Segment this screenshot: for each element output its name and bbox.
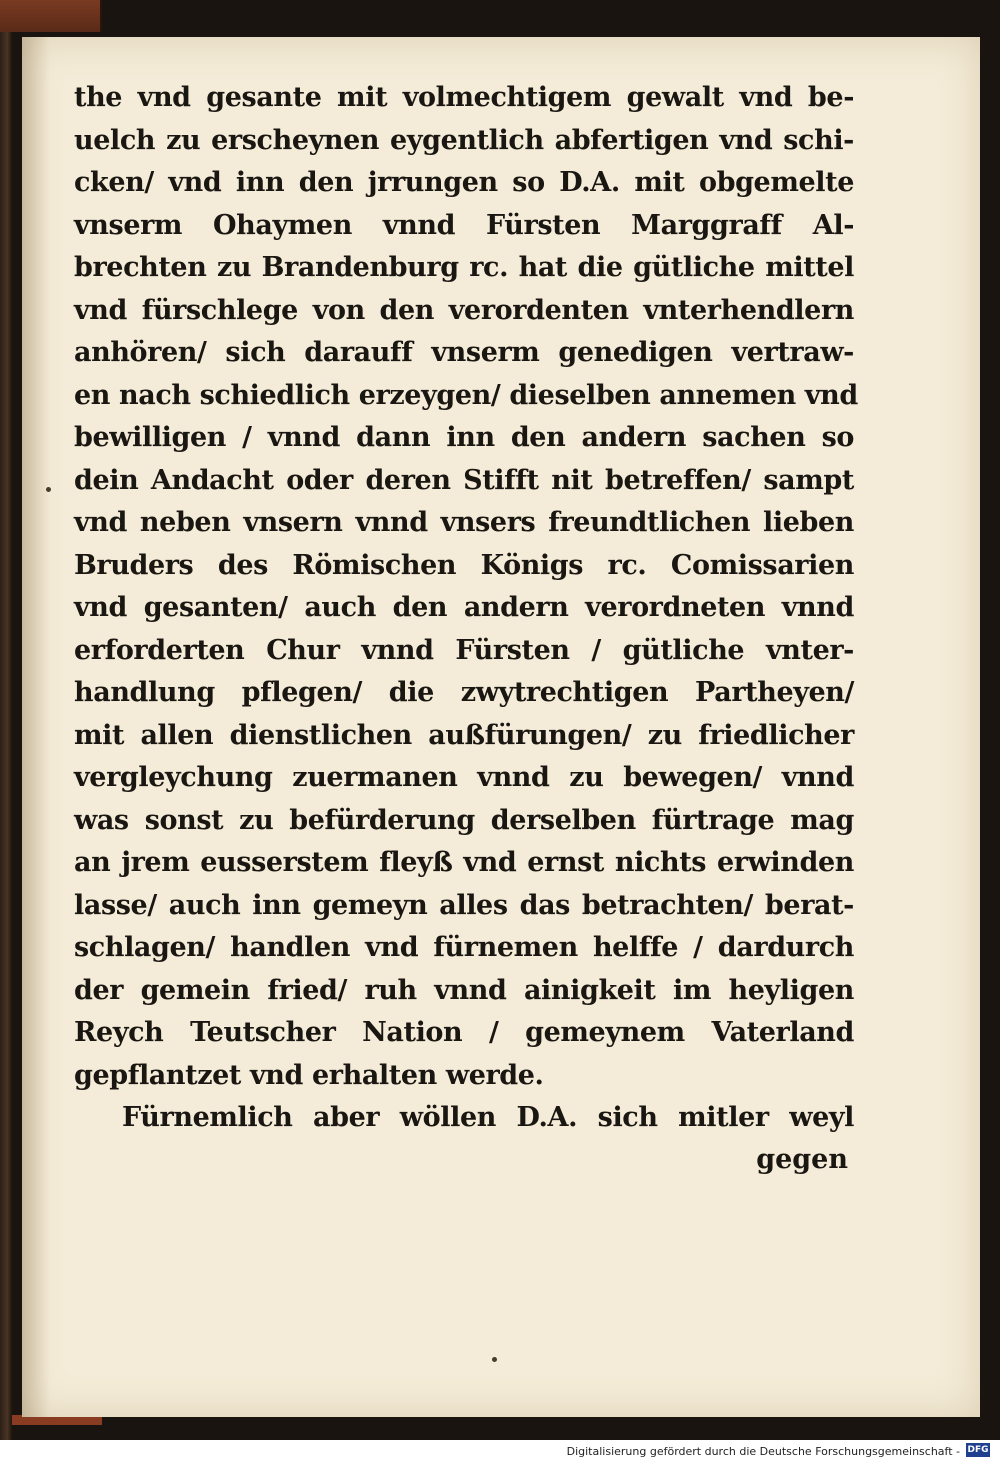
text-line: schlagen/ handlen vnd fürnemen helffe / dardurch [74,932,854,963]
text-line: en nach schiedlich erzeygen/ dieselben annemen vnd [74,379,858,411]
text-line: mit allen dienstlichen außfürungen/ zu friedlicher [74,719,854,751]
text-line: was sonst zu befürderung derselben fürtrage mag [74,804,854,836]
text-line: dein Andacht oder deren Stifft nit betreffen/ sampt [74,464,854,496]
text-line: vnserm Ohaymen vnnd Fürsten Marggraff Al- [74,209,854,241]
text-line: uelch zu erscheynen eygentlich abfertigen vnd schi- [74,124,854,156]
text-line: brechten zu Brandenburg rc. hat die gütliche mittel [74,252,854,283]
catchword: gegen [756,1143,848,1175]
book-page [22,37,980,1417]
text-line: Bruders des Römischen Königs rc. Comissarien [74,549,854,581]
text-line: an jrem eusserstem fleyß vnd ernst nichts erwinden [74,847,854,878]
text-line: the vnd gesante mit volmechtigem gewalt vnd be- [74,82,854,113]
text-line: gepflantzet vnd erhalten werde. [74,1059,544,1091]
text-line: anhören/ sich darauff vnserm genedigen vertraw- [74,337,854,368]
text-line: lasse/ auch inn gemeyn alles das betrachten/ berat- [74,889,854,921]
ink-speck [492,1357,497,1362]
text-block [74,77,858,1180]
funding-credit: Digitalisierung gefördert durch die Deutsche Forschungsgemeinschaft - [566,1445,960,1458]
text-line: cken/ vnd inn den jrrungen so D.A. mit obgemelte [74,167,854,198]
text-line: vnd fürschlege von den verordenten vnterhendlern [74,294,854,326]
dfg-logo-icon: DFG [967,1445,989,1455]
text-line: Reych Teutscher Nation / gemeynem Vaterland [74,1017,854,1048]
text-line: erforderten Chur vnnd Fürsten / gütliche vnter- [74,634,854,666]
text-line: vnd neben vnsern vnnd vnsers freundtlichen lieben [74,507,854,538]
text-line: handlung pflegen/ die zwytrechtigen Partheyen/ [74,677,854,708]
text-line: vergleychung zuermanen vnnd zu bewegen/ vnnd [74,762,854,793]
binding-corner-tab [0,0,102,32]
text-line: bewilligen / vnnd dann inn den andern sachen so [74,422,854,453]
text-line: vnd gesanten/ auch den andern verordneten vnnd [74,592,854,623]
text-line: der gemein fried/ ruh vnnd ainigkeit im heyligen [74,974,854,1006]
paragraph-start-line: Fürnemlich aber wöllen D.A. sich mitler weyl [122,1102,854,1133]
book-binding-edge [0,0,12,1440]
ink-speck [46,487,51,492]
